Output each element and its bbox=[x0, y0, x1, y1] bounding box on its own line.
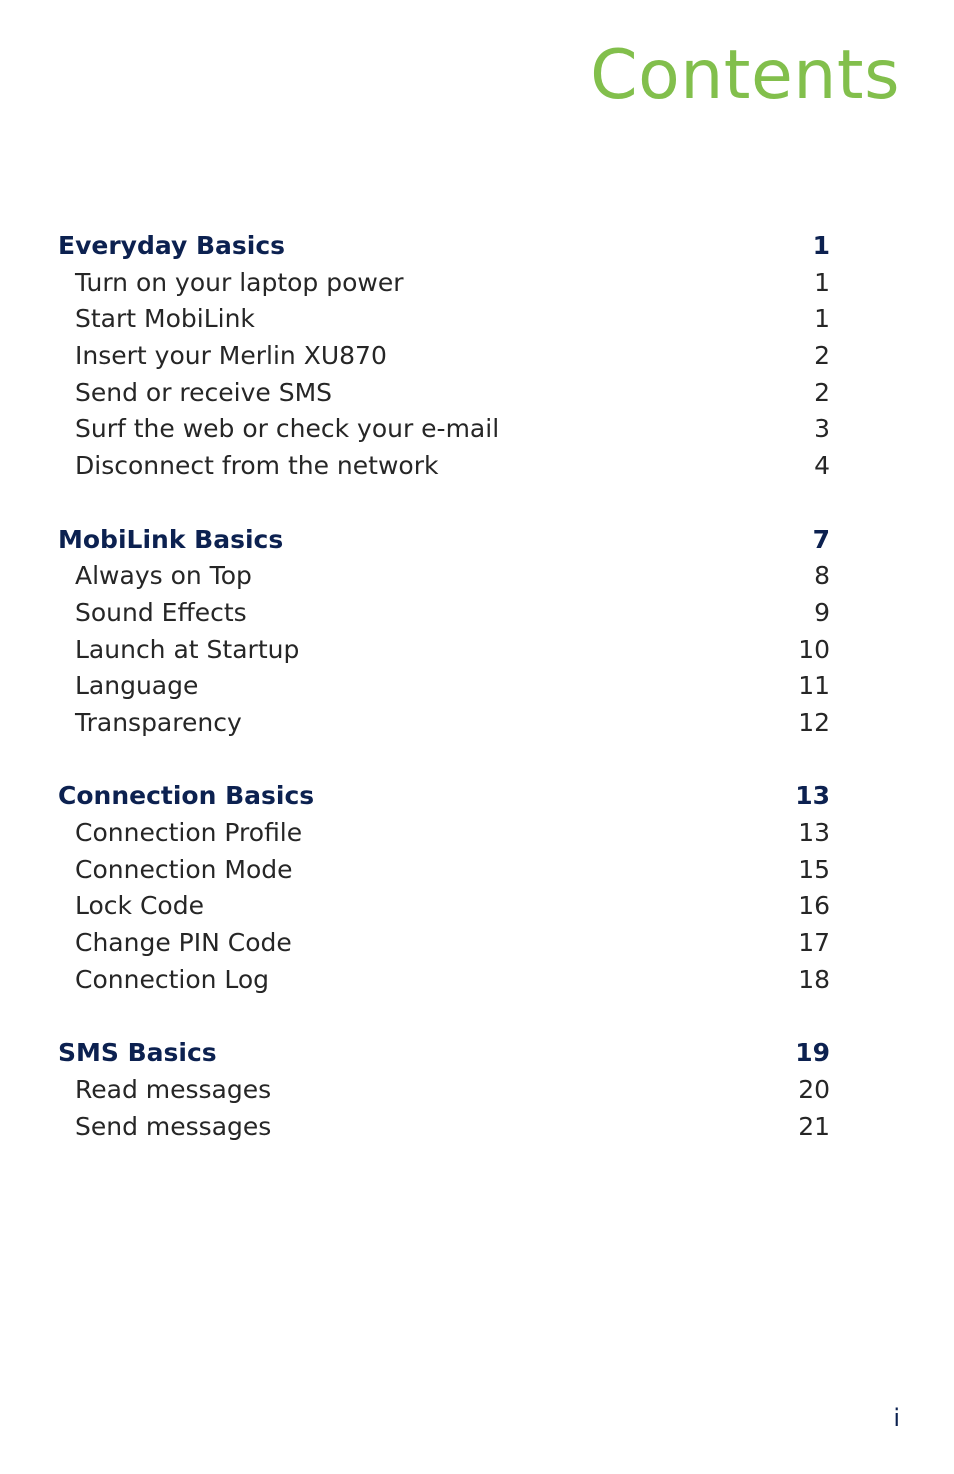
toc-heading-page: 19 bbox=[795, 1038, 830, 1068]
toc-heading-page: 7 bbox=[812, 524, 830, 554]
toc-entry-page: 2 bbox=[814, 377, 830, 407]
toc-heading-label: Everyday Basics bbox=[58, 231, 286, 260]
toc-entry-page: 15 bbox=[798, 854, 830, 884]
toc-entry-label: Read messages bbox=[75, 1074, 272, 1104]
toc-entry-page: 2 bbox=[814, 341, 830, 371]
toc-entry-label: Transparency bbox=[75, 707, 242, 737]
toc-entry[interactable] bbox=[58, 888, 830, 925]
toc-heading[interactable] bbox=[58, 778, 830, 815]
table-of-contents bbox=[58, 228, 830, 1182]
toc-section-mobilink-basics bbox=[58, 522, 830, 742]
toc-entry[interactable] bbox=[58, 962, 830, 999]
toc-entry-page: 8 bbox=[814, 561, 830, 591]
toc-heading-label: SMS Basics bbox=[58, 1038, 217, 1068]
toc-heading[interactable] bbox=[58, 228, 830, 265]
toc-entry-label: Launch at Startup bbox=[75, 634, 300, 664]
toc-heading-page: 1 bbox=[812, 231, 830, 260]
toc-entry-label: Start MobiLink bbox=[75, 304, 255, 334]
toc-heading[interactable] bbox=[58, 1035, 830, 1072]
toc-entry-page: 10 bbox=[798, 634, 830, 664]
toc-entry[interactable] bbox=[58, 632, 830, 669]
toc-entry-label: Turn on your laptop power bbox=[75, 267, 404, 297]
toc-entry-page: 20 bbox=[798, 1074, 830, 1104]
toc-entry-page: 21 bbox=[798, 1111, 830, 1141]
toc-heading-label: Connection Basics bbox=[58, 781, 315, 811]
toc-entry[interactable] bbox=[58, 1109, 830, 1146]
toc-entry[interactable] bbox=[58, 448, 830, 485]
toc-entry-label: Insert your Merlin XU870 bbox=[75, 341, 387, 371]
toc-entry-page: 16 bbox=[798, 891, 830, 921]
toc-entry-page: 9 bbox=[814, 597, 830, 627]
toc-entry-label: Disconnect from the network bbox=[75, 451, 439, 481]
toc-entry-label: Connection Log bbox=[75, 964, 270, 994]
toc-entry-label: Always on Top bbox=[75, 561, 252, 591]
toc-section-sms-basics bbox=[58, 1035, 830, 1145]
toc-section-everyday-basics bbox=[58, 228, 830, 485]
toc-entry-page: 4 bbox=[814, 451, 830, 481]
toc-entry[interactable] bbox=[58, 375, 830, 412]
toc-entry-label: Send or receive SMS bbox=[75, 377, 333, 407]
toc-entry[interactable] bbox=[58, 668, 830, 705]
toc-entry[interactable] bbox=[58, 301, 830, 338]
toc-entry-label: Language bbox=[75, 671, 199, 701]
toc-entry[interactable] bbox=[58, 265, 830, 302]
toc-heading-page: 13 bbox=[795, 781, 830, 811]
toc-entry[interactable] bbox=[58, 411, 830, 448]
toc-entry-page: 1 bbox=[814, 304, 830, 334]
toc-entry[interactable] bbox=[58, 558, 830, 595]
toc-entry-label: Connection Profile bbox=[75, 818, 303, 847]
toc-entry-label: Connection Mode bbox=[75, 854, 293, 884]
toc-entry-page: 12 bbox=[798, 707, 830, 737]
toc-entry-label: Lock Code bbox=[75, 891, 204, 921]
toc-section-connection-basics bbox=[58, 778, 830, 998]
toc-entry-page: 11 bbox=[798, 671, 830, 701]
toc-entry-label: Sound Effects bbox=[75, 597, 247, 627]
toc-entry-label: Surf the web or check your e-mail bbox=[75, 414, 500, 444]
toc-entry-label: Send messages bbox=[75, 1111, 272, 1141]
page-number: i bbox=[893, 1404, 900, 1432]
toc-entry[interactable] bbox=[58, 925, 830, 962]
toc-entry-page: 18 bbox=[798, 964, 830, 994]
toc-heading[interactable] bbox=[58, 522, 830, 559]
toc-heading-label: MobiLink Basics bbox=[58, 524, 284, 554]
toc-entry-page: 3 bbox=[814, 414, 830, 444]
toc-entry[interactable] bbox=[58, 852, 830, 889]
toc-entry-page: 1 bbox=[814, 267, 830, 297]
toc-entry[interactable] bbox=[58, 338, 830, 375]
toc-entry-label: Change PIN Code bbox=[75, 928, 292, 958]
page-title: Contents bbox=[590, 36, 900, 115]
toc-entry-page: 13 bbox=[798, 818, 830, 847]
toc-entry[interactable] bbox=[58, 815, 830, 852]
toc-entry[interactable] bbox=[58, 705, 830, 742]
toc-entry-page: 17 bbox=[798, 928, 830, 958]
toc-entry[interactable] bbox=[58, 1072, 830, 1109]
toc-entry[interactable] bbox=[58, 595, 830, 632]
